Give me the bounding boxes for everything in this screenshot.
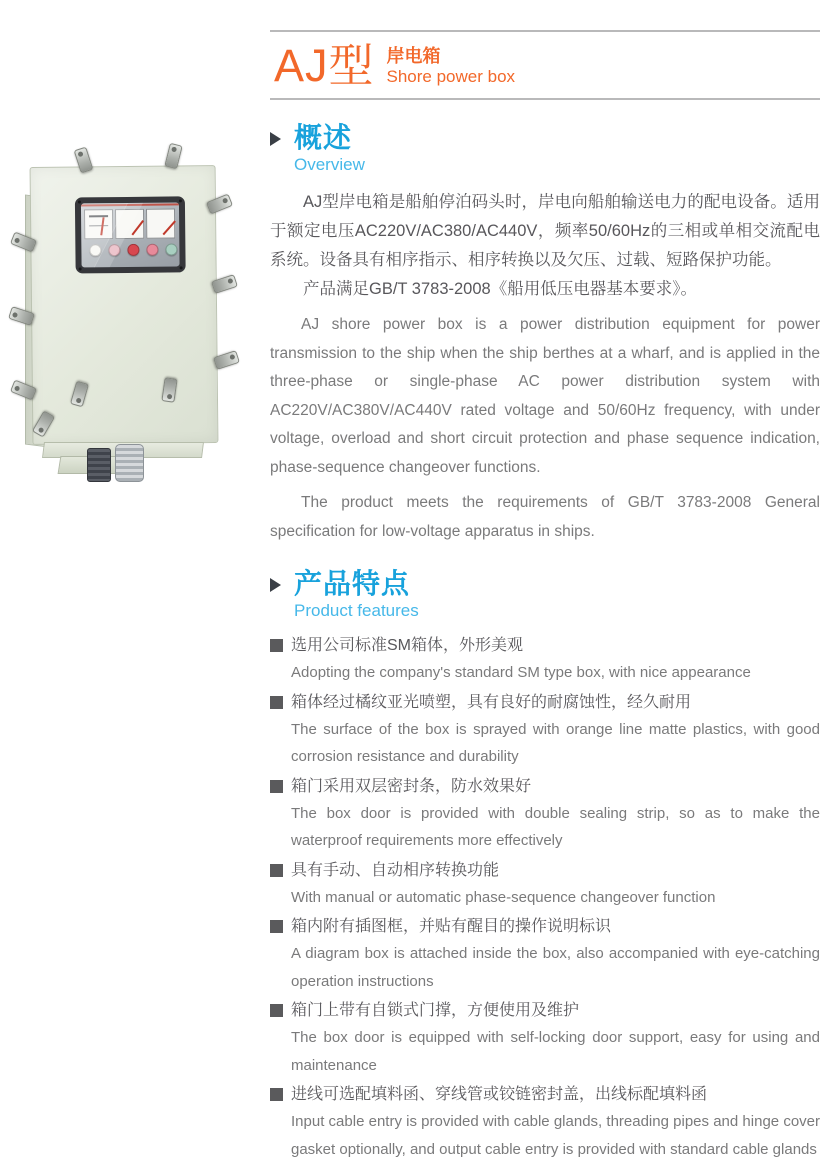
feature-label-cn: 具有手动、自动相序转换功能 [291, 861, 500, 879]
features-heading-text [294, 569, 419, 621]
feature-item [270, 774, 820, 855]
screw-icon [179, 199, 182, 202]
box-front-panel [30, 165, 219, 445]
feature-label-en: With manual or automatic phase-sequence changeover function [291, 888, 716, 906]
window-glass [81, 202, 180, 267]
feature-label-cn: 箱门上带有自锁式门撑，方便使用及维护 [291, 1002, 580, 1019]
feature-label-en: A diagram box is attached inside the box, also accompanied with eye-catching operation instructions [291, 945, 820, 990]
feature-label-en: The surface of the box is sprayed with orange line matte plastics, with good corrosion resistance and durability [291, 720, 820, 765]
features-heading-en: Product features [294, 601, 419, 620]
feature-label-cn: 箱体经过橘纹亚光喷塑，具有良好的耐腐蚀性，经久耐用 [291, 693, 692, 711]
feature-text-cn [270, 633, 820, 659]
overview-paragraph-en: AJ shore power box is a power distribution equipment for power transmission to the ship when the ship berthes at a wharf, and is applied in the three-phase or single-phase AC power distribution system with AC220V/AC380V/AC440V rated voltage and 50/60Hz frequency, with under voltage, overload and short circuit protection and phase sequence indication, phase-sequence changeover functions. [270, 316, 820, 476]
square-bullet-icon [270, 1088, 283, 1101]
overview-section [270, 123, 820, 546]
feature-label-cn: 箱门采用双层密封条，防水效果好 [291, 777, 532, 795]
feature-label-en: The box door is provided with double sealing strip, so as to make the waterproof requirements more effectively [291, 804, 820, 849]
feature-label-en: The box door is equipped with self-locking door support, easy for using and maintenance [291, 1029, 820, 1074]
feature-item [270, 633, 820, 687]
overview-heading-en: Overview [294, 155, 365, 174]
meter-needle [131, 220, 144, 236]
feature-text-cn [270, 998, 820, 1024]
meter-window [75, 196, 186, 273]
product-subtitle [387, 46, 516, 87]
square-bullet-icon [270, 1004, 283, 1017]
content-column [270, 0, 820, 1163]
section-arrow-icon [270, 578, 281, 592]
feature-text-cn [270, 914, 820, 940]
square-bullet-icon [270, 696, 283, 709]
feature-item [270, 1082, 820, 1163]
feature-list [270, 633, 820, 1163]
feature-text-cn [270, 1082, 820, 1108]
cable-gland-dark [87, 448, 111, 482]
square-bullet-icon [270, 920, 283, 933]
feature-item [270, 998, 820, 1079]
product-name-cn: 岸电箱 [386, 45, 441, 66]
feature-label-en: Input cable entry is provided with cable glands, threading pipes and hinge cover gasket optionally, and output cable entry is provided with standard cable glands [291, 1113, 820, 1158]
meter-needle [162, 220, 175, 235]
square-bullet-icon [270, 780, 283, 793]
feature-item [270, 914, 820, 995]
feature-label-en: Adopting the company's standard SM type box, with nice appearance [291, 664, 751, 681]
section-arrow-icon [270, 132, 281, 146]
feature-label-cn: 箱内附有插图框，并贴有醒目的操作说明标识 [291, 918, 612, 935]
analog-meter [146, 208, 175, 238]
square-bullet-icon [270, 639, 283, 652]
feature-text-cn [270, 774, 820, 800]
overview-paragraph-cn: 产品满足GB/T 3783-2008《船用低压电器基本要求》。 [303, 280, 697, 298]
product-name-en: Shore power box [386, 66, 516, 86]
square-bullet-icon [270, 864, 283, 877]
overview-heading [270, 123, 820, 175]
features-section [270, 569, 820, 1163]
product-title [270, 32, 820, 98]
cable-gland-silver [115, 444, 144, 482]
title-divider [270, 98, 820, 100]
screw-icon [180, 266, 183, 269]
feature-item [270, 858, 820, 912]
feature-text-cn [270, 858, 820, 884]
feature-text-cn [270, 690, 820, 716]
feature-label-cn: 选用公司标准SM箱体，外形美观 [291, 637, 524, 654]
indicator-lamp [146, 244, 158, 256]
model-name: AJ型 [274, 40, 375, 91]
feature-label-cn: 进线可选配填料函、穿线管或铰链密封盖，出线标配填料函 [291, 1086, 708, 1103]
features-heading [270, 569, 820, 621]
overview-paragraph-cn: AJ型岸电箱是船舶停泊码头时，岸电向船舶输送电力的配电设备。适用于额定电压AC220V/AC380/AC440V，频率50/60Hz的三相或单相交流配电系统。设备具有相序指示、相序转换以及欠压、过载、短路保护功能。 [270, 193, 820, 269]
feature-item [270, 690, 820, 771]
indicator-lamp [127, 244, 139, 256]
indicator-lamp [165, 243, 177, 255]
screw-icon [79, 267, 82, 270]
overview-heading-cn: 概述 [294, 122, 353, 153]
product-photo [15, 150, 260, 485]
features-heading-cn: 产品特点 [294, 568, 411, 599]
overview-paragraph-en: The product meets the requirements of GB/T 3783-2008 General specification for low-voltage apparatus in ships. [270, 494, 820, 540]
overview-heading-text [294, 123, 365, 175]
